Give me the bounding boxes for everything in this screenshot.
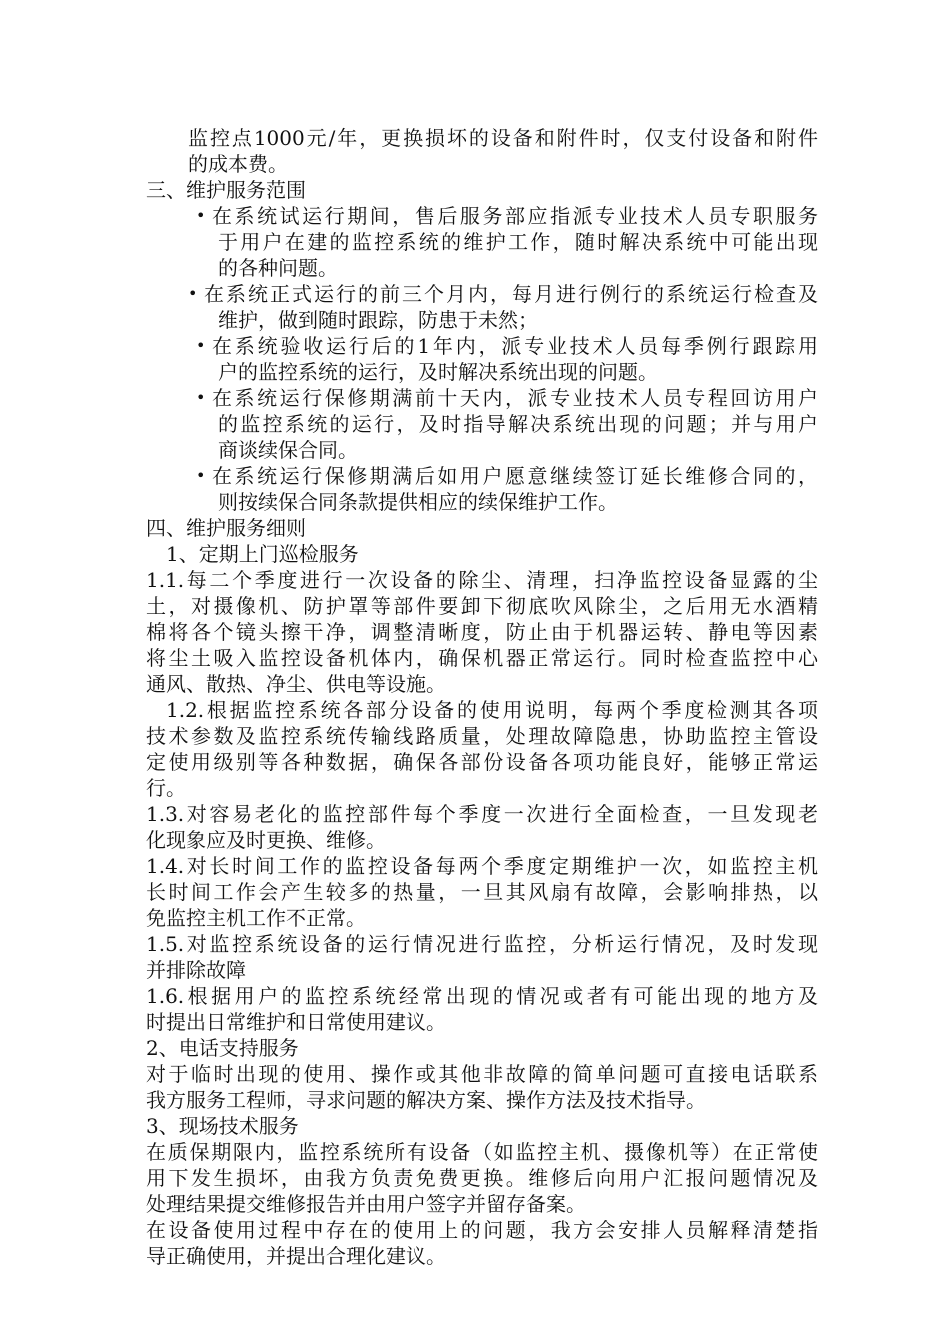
paragraph-line: 在设备使用过程中存在的使用上的问题，我方会安排人员解释清楚指 <box>146 1218 818 1242</box>
bullet-line: 在系统正式运行的前三个月内，每月进行例行的系统运行检查及 <box>204 282 818 306</box>
bullet-line: 在系统试运行期间，售后服务部应指派专业技术人员专职服务 <box>212 204 818 228</box>
subsection-heading: 1、定期上门巡检服务 <box>166 542 359 566</box>
paragraph-line: 对于临时出现的使用、操作或其他非故障的简单问题可直接电话联系 <box>146 1062 818 1086</box>
bullet-line: 维护，做到随时跟踪，防患于未然； <box>218 308 538 332</box>
paragraph-line: 棉将各个镜头擦干净，调整清晰度，防止由于机器运转、静电等因素 <box>146 620 818 644</box>
paragraph-line: 土，对摄像机、防护罩等部件要卸下彻底吹风除尘，之后用无水酒精 <box>146 594 818 618</box>
paragraph-line: 将尘土吸入监控设备机体内，确保机器正常运行。同时检查监控中心 <box>146 646 818 670</box>
bullet-line: 的各种问题。 <box>218 256 338 280</box>
paragraph-line: 通风、散热、净尘、供电等设施。 <box>146 672 446 696</box>
paragraph-line: 我方服务工程师，寻求问题的解决方案、操作方法及技术指导。 <box>146 1088 706 1112</box>
subsection-heading: 2、电话支持服务 <box>146 1036 299 1060</box>
bullet-line: 于用户在建的监控系统的维护工作，随时解决系统中可能出现 <box>218 230 818 254</box>
paragraph-line: 免监控主机工作不正常。 <box>146 906 366 930</box>
paragraph-line: 时提出日常维护和日常使用建议。 <box>146 1010 446 1034</box>
paragraph-line: 技术参数及监控系统传输线路质量，处理故障隐患，协助监控主管设 <box>146 724 818 748</box>
intro-line: 的成本费。 <box>188 152 288 176</box>
section-heading: 四、维护服务细则 <box>146 516 306 540</box>
paragraph-line: 定使用级别等各种数据，确保各部份设备各项功能良好，能够正常运 <box>146 750 818 774</box>
paragraph-line: 处理结果提交维修报告并由用户签字并留存备案。 <box>146 1192 586 1216</box>
paragraph-line: 并排除故障 <box>146 958 246 982</box>
paragraph-line: 行。 <box>146 776 186 800</box>
bullet-dot-icon: • <box>196 206 206 225</box>
paragraph-line: 导正确使用，并提出合理化建议。 <box>146 1244 446 1268</box>
intro-line: 监控点1000元/年，更换损坏的设备和附件时，仅支付设备和附件 <box>188 126 818 150</box>
bullet-dot-icon: • <box>188 284 198 303</box>
paragraph-line: 1.6.根据用户的监控系统经常出现的情况或者有可能出现的地方及 <box>146 984 818 1008</box>
paragraph-line: 1.4.对长时间工作的监控设备每两个季度定期维护一次，如监控主机 <box>146 854 818 878</box>
paragraph-line: 1.1.每二个季度进行一次设备的除尘、清理，扫净监控设备显露的尘 <box>146 568 818 592</box>
subsection-heading: 3、现场技术服务 <box>146 1114 299 1138</box>
bullet-line: 户的监控系统的运行，及时解决系统出现的问题。 <box>218 360 658 384</box>
bullet-line: 在系统验收运行后的1年内，派专业技术人员每季例行跟踪用 <box>212 334 818 358</box>
bullet-line: 在系统运行保修期满前十天内，派专业技术人员专程回访用户 <box>212 386 818 410</box>
bullet-line: 在系统运行保修期满后如用户愿意继续签订延长维修合同的， <box>212 464 818 488</box>
bullet-line: 则按续保合同条款提供相应的续保维护工作。 <box>218 490 618 514</box>
paragraph-line: 1.3.对容易老化的监控部件每个季度一次进行全面检查，一旦发现老 <box>146 802 818 826</box>
paragraph-line: 化现象应及时更换、维修。 <box>146 828 386 852</box>
paragraph-line: 用下发生损坏，由我方负责免费更换。维修后向用户汇报问题情况及 <box>146 1166 818 1190</box>
section-heading: 三、维护服务范围 <box>146 178 306 202</box>
paragraph-line: 在质保期限内，监控系统所有设备（如监控主机、摄像机等）在正常使 <box>146 1140 818 1164</box>
bullet-dot-icon: • <box>196 336 206 355</box>
paragraph-line: 1.5.对监控系统设备的运行情况进行监控，分析运行情况，及时发现 <box>146 932 818 956</box>
paragraph-line: 长时间工作会产生较多的热量，一旦其风扇有故障，会影响排热，以 <box>146 880 818 904</box>
bullet-dot-icon: • <box>196 466 206 485</box>
bullet-line: 的监控系统的运行，及时指导解决系统出现的问题；并与用户 <box>218 412 818 436</box>
paragraph-line: 1.2.根据监控系统各部分设备的使用说明，每两个季度检测其各项 <box>166 698 818 722</box>
bullet-dot-icon: • <box>196 388 206 407</box>
bullet-line: 商谈续保合同。 <box>218 438 358 462</box>
